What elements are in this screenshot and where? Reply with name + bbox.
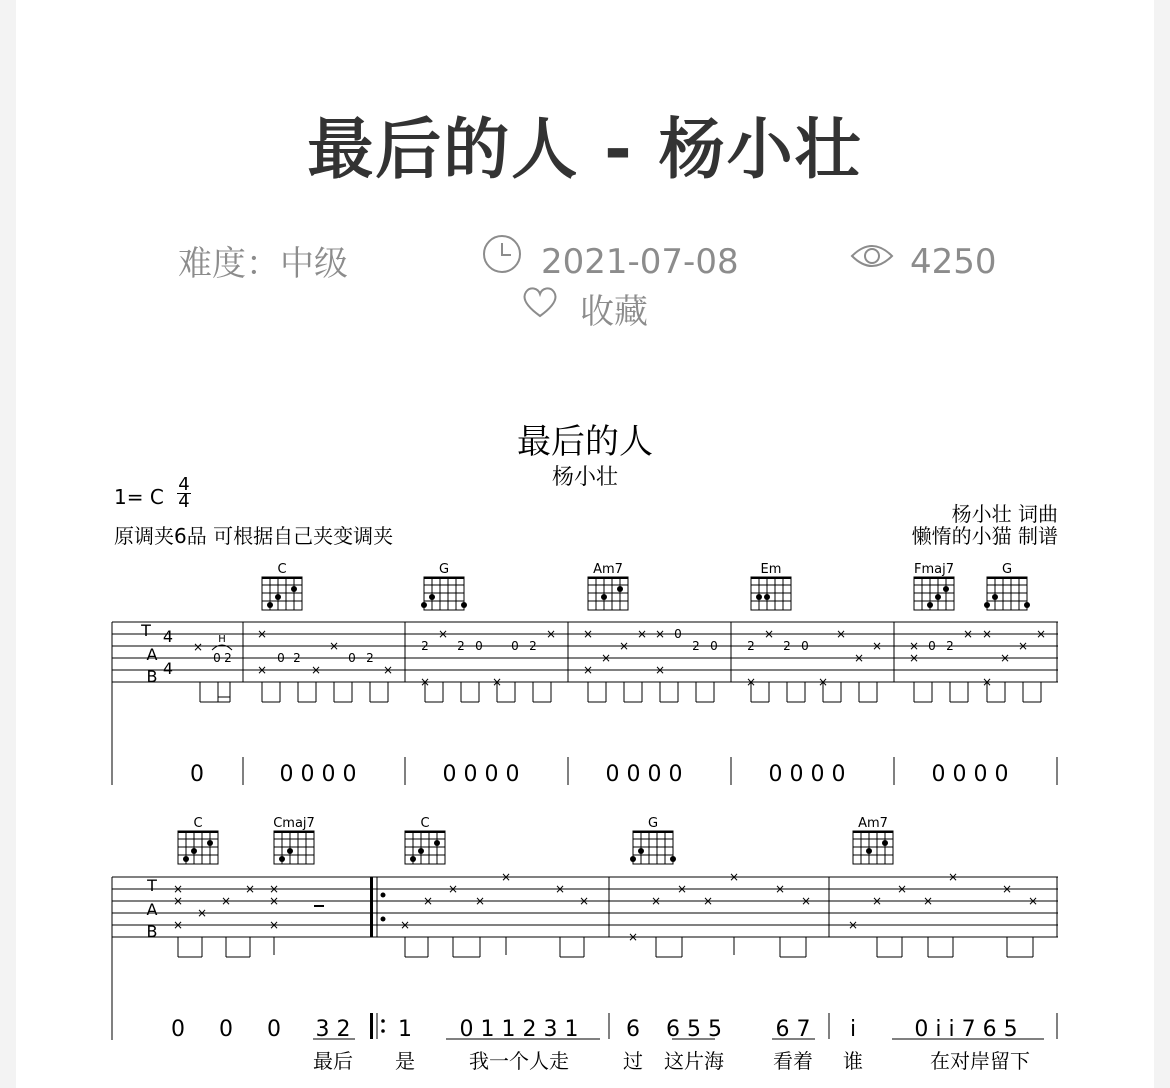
tab-letter-b-2: B <box>146 922 158 941</box>
svg-text:×: × <box>1001 882 1013 896</box>
svg-text:Am7: Am7 <box>593 562 623 577</box>
time-signature-top: 4 <box>178 474 190 495</box>
credit-tab: 懒惰的小猫 制谱 <box>911 524 1058 548</box>
svg-text:×: × <box>256 627 268 641</box>
svg-text:×: × <box>702 894 714 908</box>
jianpu-2-7: 6 5 5 <box>666 1017 722 1042</box>
svg-text:0: 0 <box>710 639 718 653</box>
svg-text:0: 0 <box>674 627 682 641</box>
lyric-5: 看着 <box>773 1049 813 1073</box>
svg-text:×: × <box>896 882 908 896</box>
jianpu-1-1: 0 0 0 0 <box>279 762 357 787</box>
chord-diagram-cmaj7 <box>273 816 315 864</box>
jianpu-1-2: 0 0 0 0 <box>442 762 520 787</box>
sheet-artist: 杨小壮 <box>551 465 618 490</box>
jianpu-1-5: 0 0 0 0 <box>931 762 1009 787</box>
svg-text:×: × <box>192 640 204 654</box>
svg-text:2: 2 <box>747 639 755 653</box>
svg-text:×: × <box>676 882 688 896</box>
svg-text:×: × <box>474 894 486 908</box>
jianpu-1-3: 0 0 0 0 <box>605 762 683 787</box>
svg-text:×: × <box>382 663 394 677</box>
jianpu-2-1: 0 <box>219 1017 233 1042</box>
tab-letter-b: B <box>146 667 158 686</box>
svg-text:G: G <box>1001 562 1013 577</box>
svg-text:×: × <box>853 651 865 665</box>
tab-time-bottom: 4 <box>162 659 174 678</box>
jianpu-2-6: 6 <box>626 1017 640 1042</box>
svg-text:×: × <box>835 627 847 641</box>
svg-text:2: 2 <box>366 651 374 665</box>
svg-text:G: G <box>647 816 659 831</box>
difficulty-label: 难度：中级 <box>178 244 348 284</box>
svg-text:×: × <box>847 918 859 932</box>
chord-diagram-g-2 <box>984 562 1030 610</box>
svg-text:×: × <box>1027 894 1039 908</box>
svg-text:0: 0 <box>928 639 936 653</box>
svg-text:×: × <box>618 639 630 653</box>
chord-diagram-em <box>751 562 791 610</box>
svg-text:0: 0 <box>213 651 221 665</box>
jianpu-2-2: 0 <box>267 1017 281 1042</box>
page-title: 最后的人 - 杨小壮 <box>307 111 863 188</box>
svg-text:×: × <box>491 675 503 689</box>
svg-text:×: × <box>172 894 184 908</box>
numbered-notation-2 <box>171 1017 1018 1042</box>
svg-text:×: × <box>268 918 280 932</box>
svg-text:×: × <box>817 675 829 689</box>
lyrics-line <box>313 1049 1030 1073</box>
svg-text:×: × <box>220 894 232 908</box>
svg-text:2: 2 <box>529 639 537 653</box>
jianpu-1-0: 0 <box>190 762 204 787</box>
chord-diagram-c-3 <box>405 816 445 864</box>
svg-text:×: × <box>268 882 280 896</box>
svg-text:0: 0 <box>801 639 809 653</box>
svg-text:2: 2 <box>457 639 465 653</box>
svg-text:×: × <box>500 870 512 884</box>
tab-notes-2 <box>173 870 1038 944</box>
chord-diagram-fmaj7 <box>914 562 954 610</box>
jianpu-1-4: 0 0 0 0 <box>768 762 846 787</box>
jianpu-2-8: 6 7 <box>775 1017 811 1042</box>
svg-text:0: 0 <box>511 639 519 653</box>
svg-text:×: × <box>654 663 666 677</box>
time-signature-bottom: 4 <box>178 491 190 512</box>
svg-text:2: 2 <box>224 651 232 665</box>
tab-letter-a-2: A <box>146 900 158 919</box>
view-count: 4250 <box>910 242 997 282</box>
chord-diagram-c-2 <box>178 816 218 864</box>
tab-letter-a: A <box>146 645 158 664</box>
svg-text:×: × <box>763 627 775 641</box>
jianpu-2-9: i <box>849 1017 857 1042</box>
svg-text:×: × <box>422 894 434 908</box>
svg-text:×: × <box>328 639 340 653</box>
svg-text:×: × <box>244 882 256 896</box>
svg-text:2: 2 <box>692 639 700 653</box>
tab-letter-t-2: T <box>147 876 157 895</box>
svg-text:×: × <box>800 894 812 908</box>
lyric-0: 最后 <box>313 1049 353 1073</box>
jianpu-2-5: 0 1 1 2 3 1 <box>459 1017 579 1042</box>
svg-text:×: × <box>582 663 594 677</box>
svg-text:×: × <box>981 675 993 689</box>
svg-text:×: × <box>871 639 883 653</box>
numbered-notation-1 <box>190 762 1008 787</box>
favorite-button[interactable]: 收藏 <box>580 292 648 332</box>
svg-text:×: × <box>399 918 411 932</box>
svg-text:2: 2 <box>293 651 301 665</box>
svg-text:×: × <box>962 627 974 641</box>
tab-time-top: 4 <box>162 627 174 646</box>
svg-text:×: × <box>650 894 662 908</box>
svg-text:0: 0 <box>348 651 356 665</box>
repeat-dot-top <box>381 1019 385 1023</box>
svg-text:Em: Em <box>760 562 782 577</box>
svg-text:×: × <box>981 627 993 641</box>
svg-text:×: × <box>636 627 648 641</box>
svg-text:×: × <box>1035 627 1047 641</box>
svg-text:C: C <box>420 816 430 831</box>
tab-letter-t: T <box>141 621 151 640</box>
sheet-title: 最后的人 <box>517 422 653 462</box>
rhythm-stems-2 <box>178 937 1033 957</box>
capo-note: 原调夹6品 可根据自己夹变调夹 <box>114 524 394 548</box>
svg-text:×: × <box>947 870 959 884</box>
lyric-2: 我一个人走 <box>469 1049 569 1073</box>
svg-text:Cmaj7: Cmaj7 <box>273 816 315 831</box>
repeat-dot-bottom <box>381 1029 385 1033</box>
chord-diagram-g-3 <box>630 816 676 864</box>
chord-diagram-am7-2 <box>853 816 893 864</box>
chord-diagram-am7 <box>588 562 628 610</box>
lyric-1: 是 <box>395 1049 415 1073</box>
jianpu-2-3: 3 2 <box>315 1017 351 1042</box>
svg-text:×: × <box>447 882 459 896</box>
svg-text:×: × <box>922 894 934 908</box>
svg-text:×: × <box>554 882 566 896</box>
svg-text:×: × <box>1017 639 1029 653</box>
svg-text:Fmaj7: Fmaj7 <box>914 562 954 577</box>
svg-text:×: × <box>437 627 449 641</box>
svg-text:×: × <box>908 639 920 653</box>
svg-text:×: × <box>745 675 757 689</box>
svg-text:×: × <box>545 627 557 641</box>
svg-text:×: × <box>600 651 612 665</box>
publish-date: 2021-07-08 <box>541 242 739 282</box>
svg-text:Am7: Am7 <box>858 816 888 831</box>
lyric-7: 在对岸留下 <box>930 1049 1030 1073</box>
svg-text:×: × <box>419 675 431 689</box>
credit-lyrics: 杨小壮 词曲 <box>951 502 1058 526</box>
svg-text:×: × <box>310 663 322 677</box>
svg-text:×: × <box>999 651 1011 665</box>
svg-text:×: × <box>627 930 639 944</box>
rhythm-stems-1 <box>200 682 1041 702</box>
chord-diagram-c <box>262 562 302 610</box>
svg-text:G: G <box>438 562 450 577</box>
svg-text:×: × <box>268 894 280 908</box>
svg-text:×: × <box>578 894 590 908</box>
svg-text:C: C <box>193 816 203 831</box>
svg-text:×: × <box>256 663 268 677</box>
svg-text:C: C <box>277 562 287 577</box>
svg-text:×: × <box>582 627 594 641</box>
jianpu-2-10: 0 i i 7 6 5 <box>914 1017 1018 1042</box>
svg-text:×: × <box>172 918 184 932</box>
svg-text:×: × <box>196 906 208 920</box>
svg-text:0: 0 <box>277 651 285 665</box>
svg-text:0: 0 <box>475 639 483 653</box>
svg-text:2: 2 <box>946 639 954 653</box>
svg-text:×: × <box>172 882 184 896</box>
svg-text:×: × <box>871 894 883 908</box>
repeat-start-barline <box>370 877 386 937</box>
svg-text:×: × <box>774 882 786 896</box>
svg-text:×: × <box>654 627 666 641</box>
svg-text:×: × <box>728 870 740 884</box>
lyric-6: 谁 <box>843 1049 863 1073</box>
jianpu-2-4: 1 <box>398 1017 412 1042</box>
lyric-4: 这片海 <box>664 1049 724 1073</box>
svg-text:×: × <box>908 651 920 665</box>
hammer-mark: H <box>218 634 226 645</box>
svg-text:2: 2 <box>783 639 791 653</box>
svg-text:2: 2 <box>421 639 429 653</box>
jianpu-2-0: 0 <box>171 1017 185 1042</box>
key-signature: 1= C <box>114 485 164 509</box>
lyric-3: 过 <box>623 1049 643 1073</box>
chord-diagram-g <box>421 562 467 610</box>
